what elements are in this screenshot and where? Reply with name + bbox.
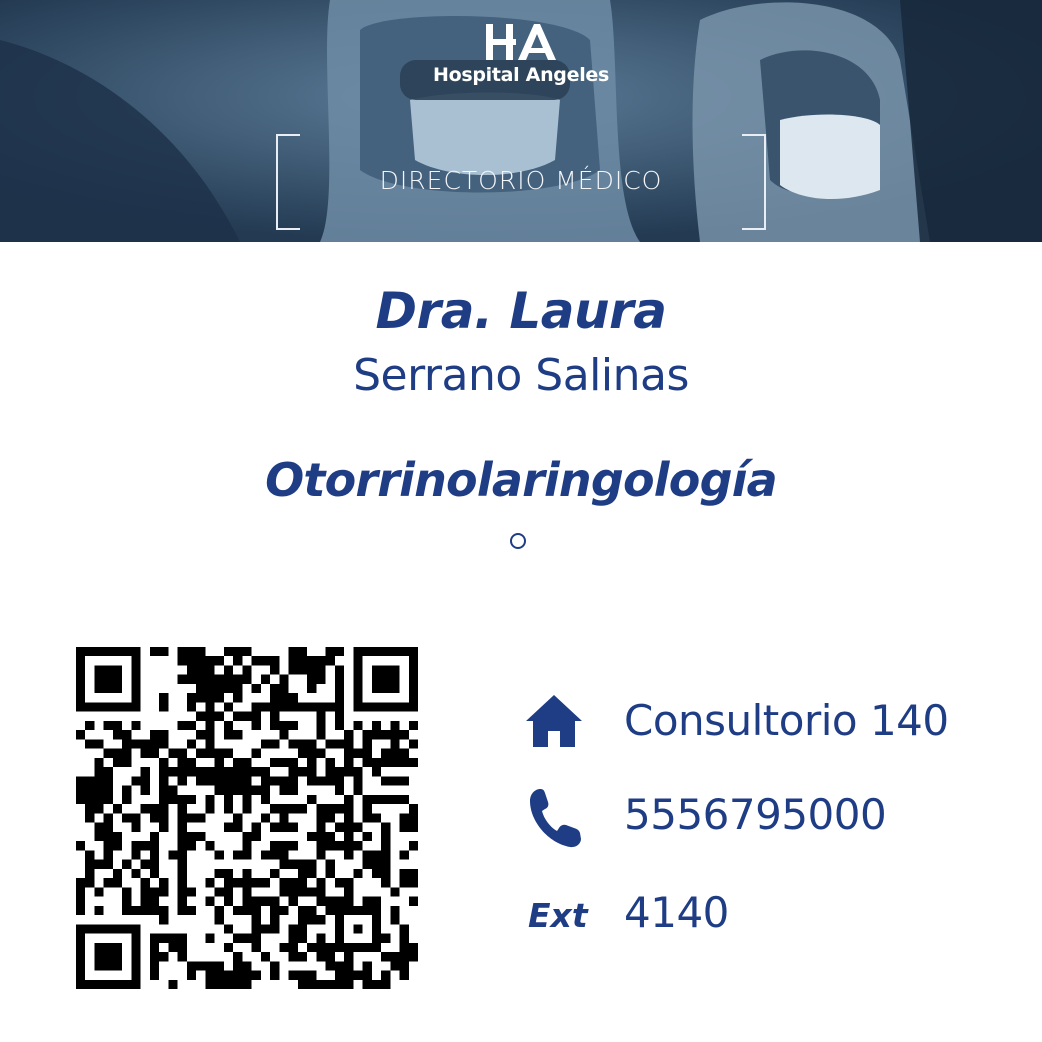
doctor-first-name: Dra. Laura — [375, 282, 667, 340]
logo-text: Hospital Angeles — [432, 64, 610, 86]
qr-code[interactable] — [76, 647, 418, 989]
extension-number: 4140 — [624, 888, 729, 937]
header-banner — [0, 0, 1042, 242]
hospital-logo — [0, 22, 1042, 86]
phone-icon — [528, 787, 582, 849]
home-icon — [524, 693, 584, 749]
doctor-specialty: Otorrinolaringología — [265, 453, 777, 507]
directory-title: DIRECTORIO MÉDICO — [379, 166, 663, 195]
doctor-last-name: Serrano Salinas — [353, 350, 689, 401]
phone-number[interactable]: 5556795000 — [624, 790, 887, 839]
office-number: Consultorio 140 — [624, 696, 949, 745]
circle-divider-icon — [510, 533, 526, 549]
ext-label: Ext — [528, 896, 588, 935]
ha-logo-icon — [484, 22, 558, 62]
